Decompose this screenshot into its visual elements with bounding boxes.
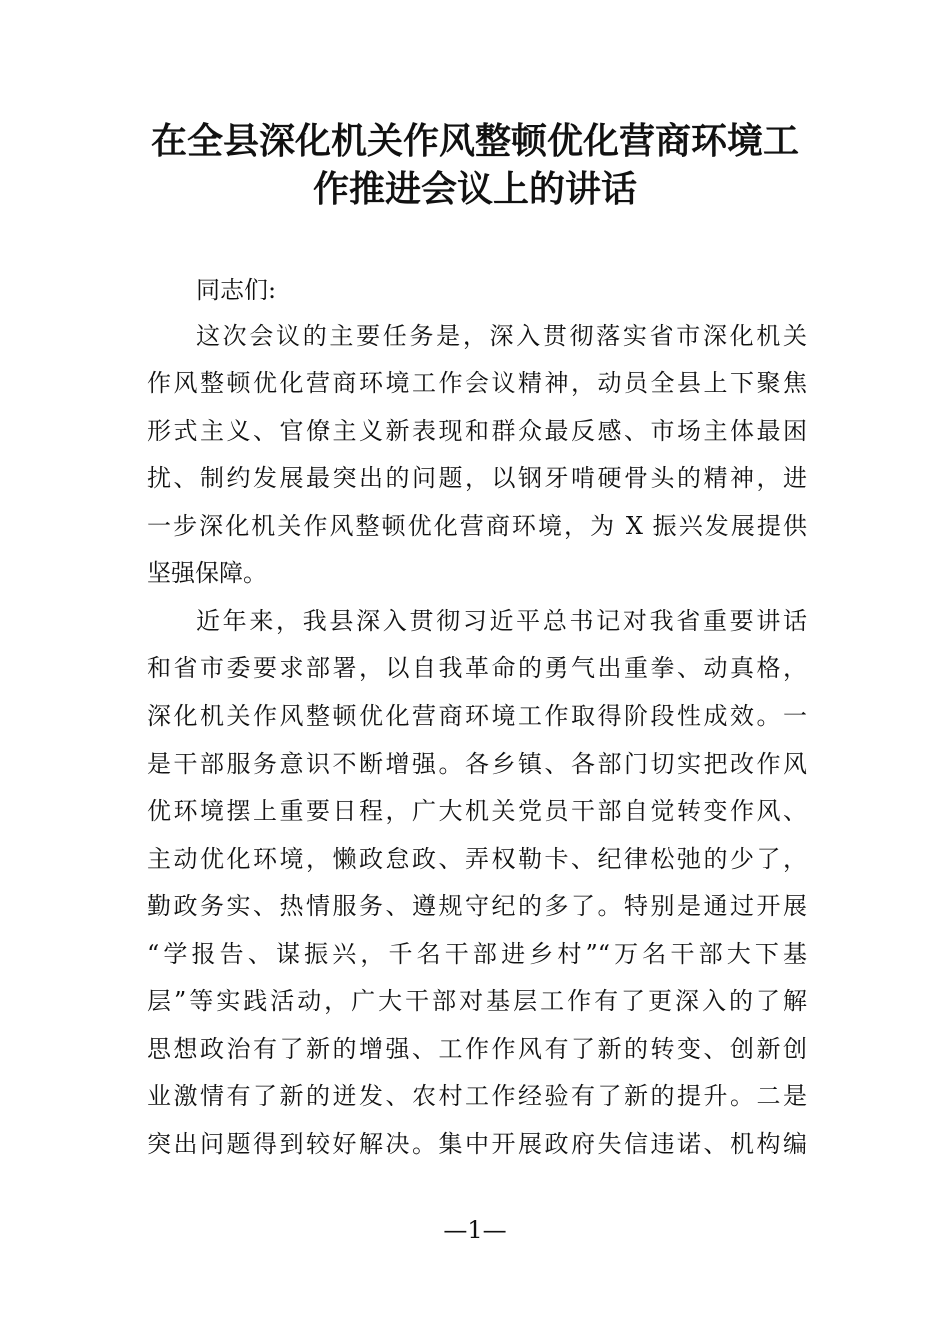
paragraph-2-line: 深化机关作风整顿优化营商环境工作取得阶段性成效。一 [147, 702, 807, 730]
page-number: —1— [443, 1216, 507, 1244]
paragraph-1-line: 坚强保障。 [147, 559, 267, 587]
paragraph-1-line: 形式主义、官僚主义新表现和群众最反感、市场主体最困 [147, 417, 807, 445]
paragraph-2-line: 主动优化环境，懒政怠政、弄权勒卡、纪律松弛的少了， [147, 845, 807, 873]
paragraph-1-line: 一步深化机关作风整顿优化营商环境，为 X 振兴发展提供 [147, 512, 807, 540]
paragraph-2-line: 思想政治有了新的增强、工作作风有了新的转变、创新创 [147, 1035, 807, 1063]
document-title-line-1: 在全县深化机关作风整顿优化营商环境工 [150, 121, 799, 162]
paragraph-1-line: 扰、制约发展最突出的问题，以钢牙啃硬骨头的精神，进 [147, 464, 807, 492]
paragraph-2-line: 和省市委要求部署，以自我革命的勇气出重拳、动真格， [147, 654, 807, 682]
document-title-line-2: 作推进会议上的讲话 [312, 169, 637, 210]
paragraph-2-line: 优环境摆上重要日程，广大机关党员干部自觉转变作风、 [147, 797, 807, 825]
greeting: 同志们: [196, 276, 277, 304]
paragraph-2-line: 近年来，我县深入贯彻习近平总书记对我省重要讲话 [196, 607, 807, 635]
paragraph-2-line: 业激情有了新的迸发、农村工作经验有了新的提升。二是 [147, 1082, 807, 1110]
paragraph-2-line: 是干部服务意识不断增强。各乡镇、各部门切实把改作风 [147, 750, 807, 778]
paragraph-1-line: 这次会议的主要任务是，深入贯彻落实省市深化机关 [196, 322, 807, 350]
paragraph-2-line: 突出问题得到较好解决。集中开展政府失信违诺、机构编 [147, 1130, 807, 1158]
paragraph-2-line: 层”等实践活动，广大干部对基层工作有了更深入的了解 [147, 987, 807, 1015]
paragraph-2-line: 勤政务实、热情服务、遵规守纪的多了。特别是通过开展 [147, 892, 807, 920]
paragraph-1-line: 作风整顿优化营商环境工作会议精神，动员全县上下聚焦 [147, 369, 807, 397]
paragraph-2-line: “学报告、谋振兴，千名干部进乡村”“万名干部大下基 [147, 940, 807, 968]
